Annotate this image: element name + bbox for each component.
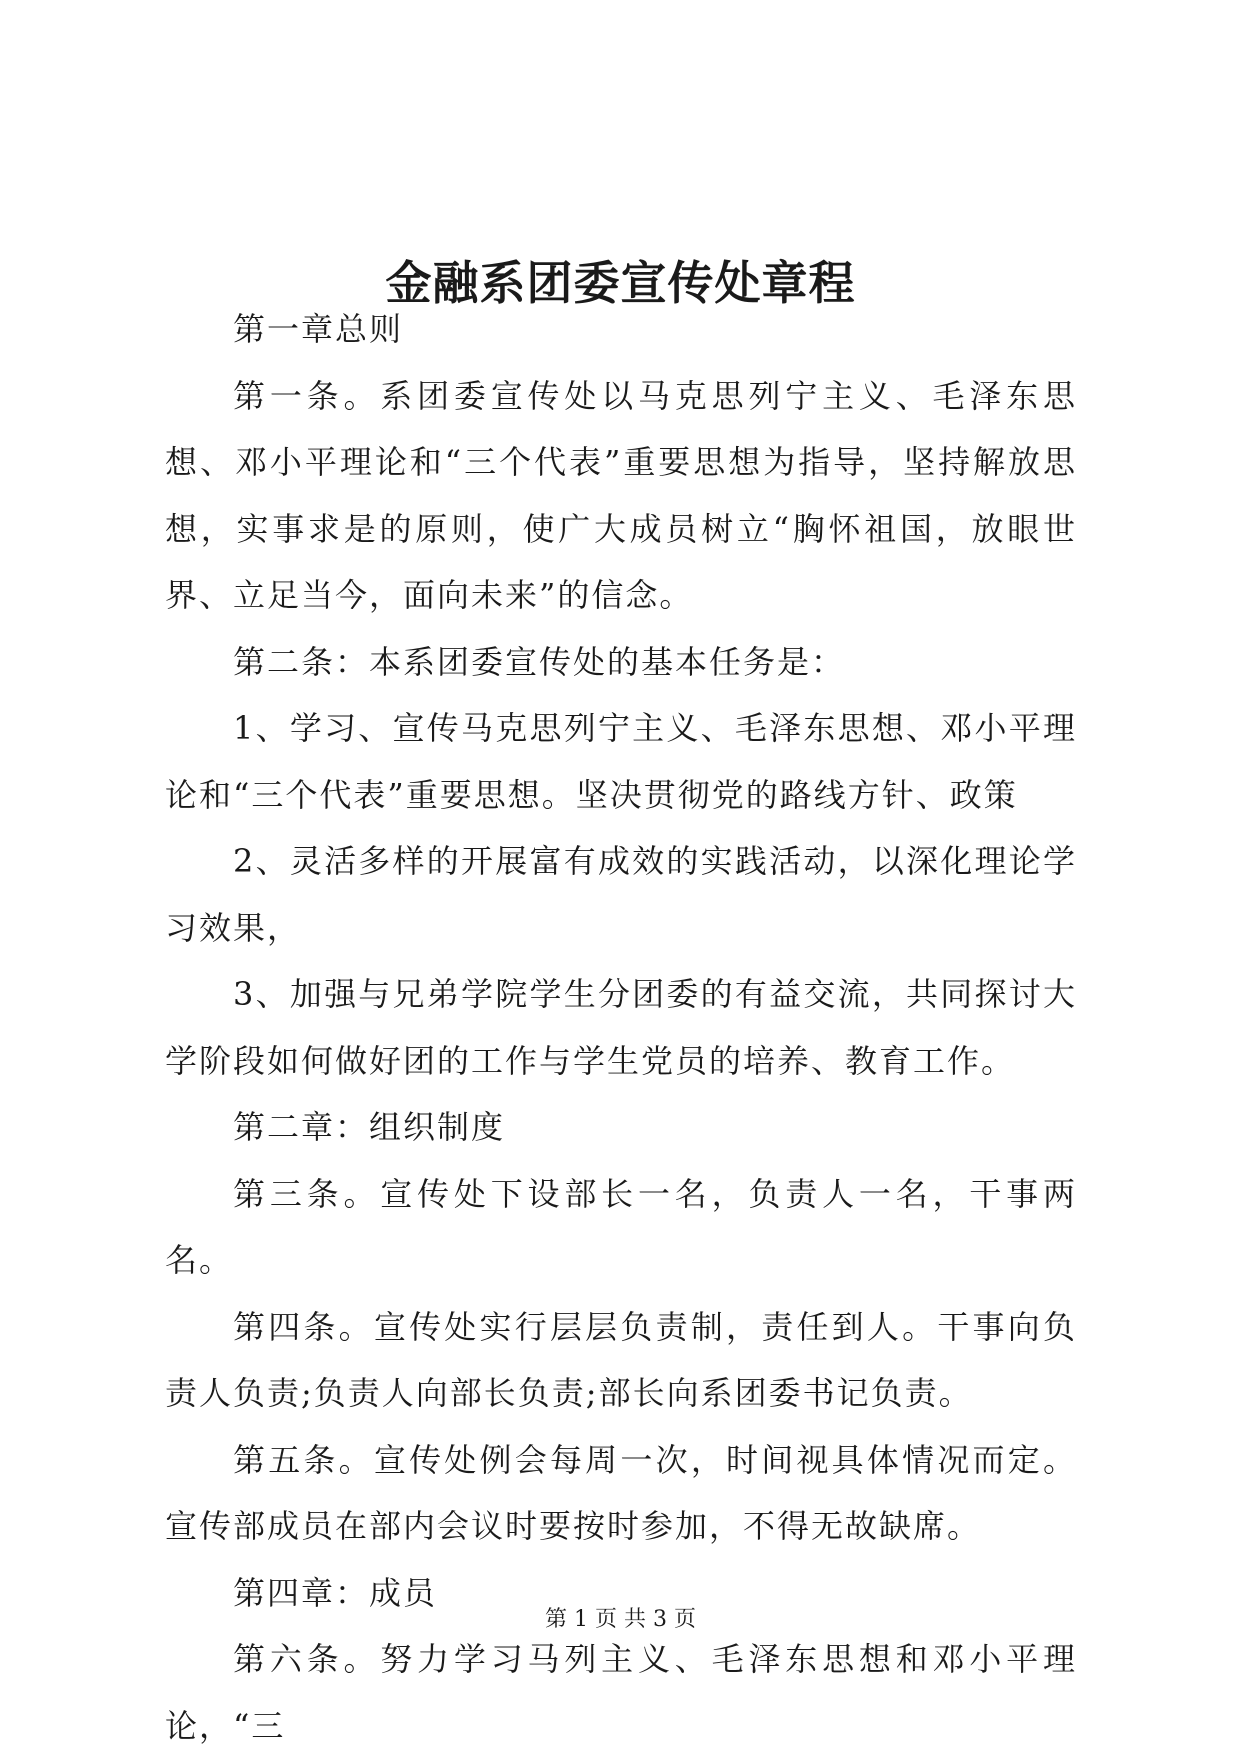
article-paragraph: 第一条。系团委宣传处以马克思列宁主义、毛泽东思想、邓小平理论和“三个代表”重要思想为指导，坚持解放思想，实事求是的原则，使广大成员树立“胸怀祖国，放眼世界、立足当今，面向未来”的信念。: [165, 376, 1077, 614]
list-item: 3、加强与兄弟学院学生分团委的有益交流，共同探讨大学阶段如何做好团的工作与学生党员的培养、教育工作。: [165, 975, 1077, 1080]
chapter-heading: 第一章总则: [233, 310, 404, 348]
document-body: [165, 296, 1077, 1759]
page-footer: 第 1 页 共 3 页: [545, 1607, 696, 1632]
article-paragraph: 第四条。宣传处实行层层负责制，责任到人。干事向负责人负责;负责人向部长负责;部长向系团委书记负责。: [165, 1307, 1077, 1412]
document-title: 金融系团委宣传处章程: [385, 255, 856, 310]
list-item: 1、学习、宣传马克思列宁主义、毛泽东思想、邓小平理论和“三个代表”重要思想。坚决贯彻党的路线方针、政策: [165, 709, 1077, 814]
list-item: 2、灵活多样的开展富有成效的实践活动，以深化理论学习效果，: [165, 842, 1077, 947]
chapter-heading: 第二章：组织制度: [233, 1108, 506, 1146]
chapter-heading: 第四章：成员: [233, 1573, 438, 1612]
article-paragraph: 第二条：本系团委宣传处的基本任务是：: [233, 642, 846, 681]
article-paragraph: 第三条。宣传处下设部长一名，负责人一名，干事两名。: [165, 1174, 1077, 1279]
article-paragraph: 第六条。努力学习马列主义、毛泽东思想和邓小平理论，“三: [165, 1640, 1077, 1745]
article-paragraph: 第五条。宣传处例会每周一次，时间视具体情况而定。宣传部成员在部内会议时要按时参加，不得无故缺席。: [165, 1440, 1077, 1545]
